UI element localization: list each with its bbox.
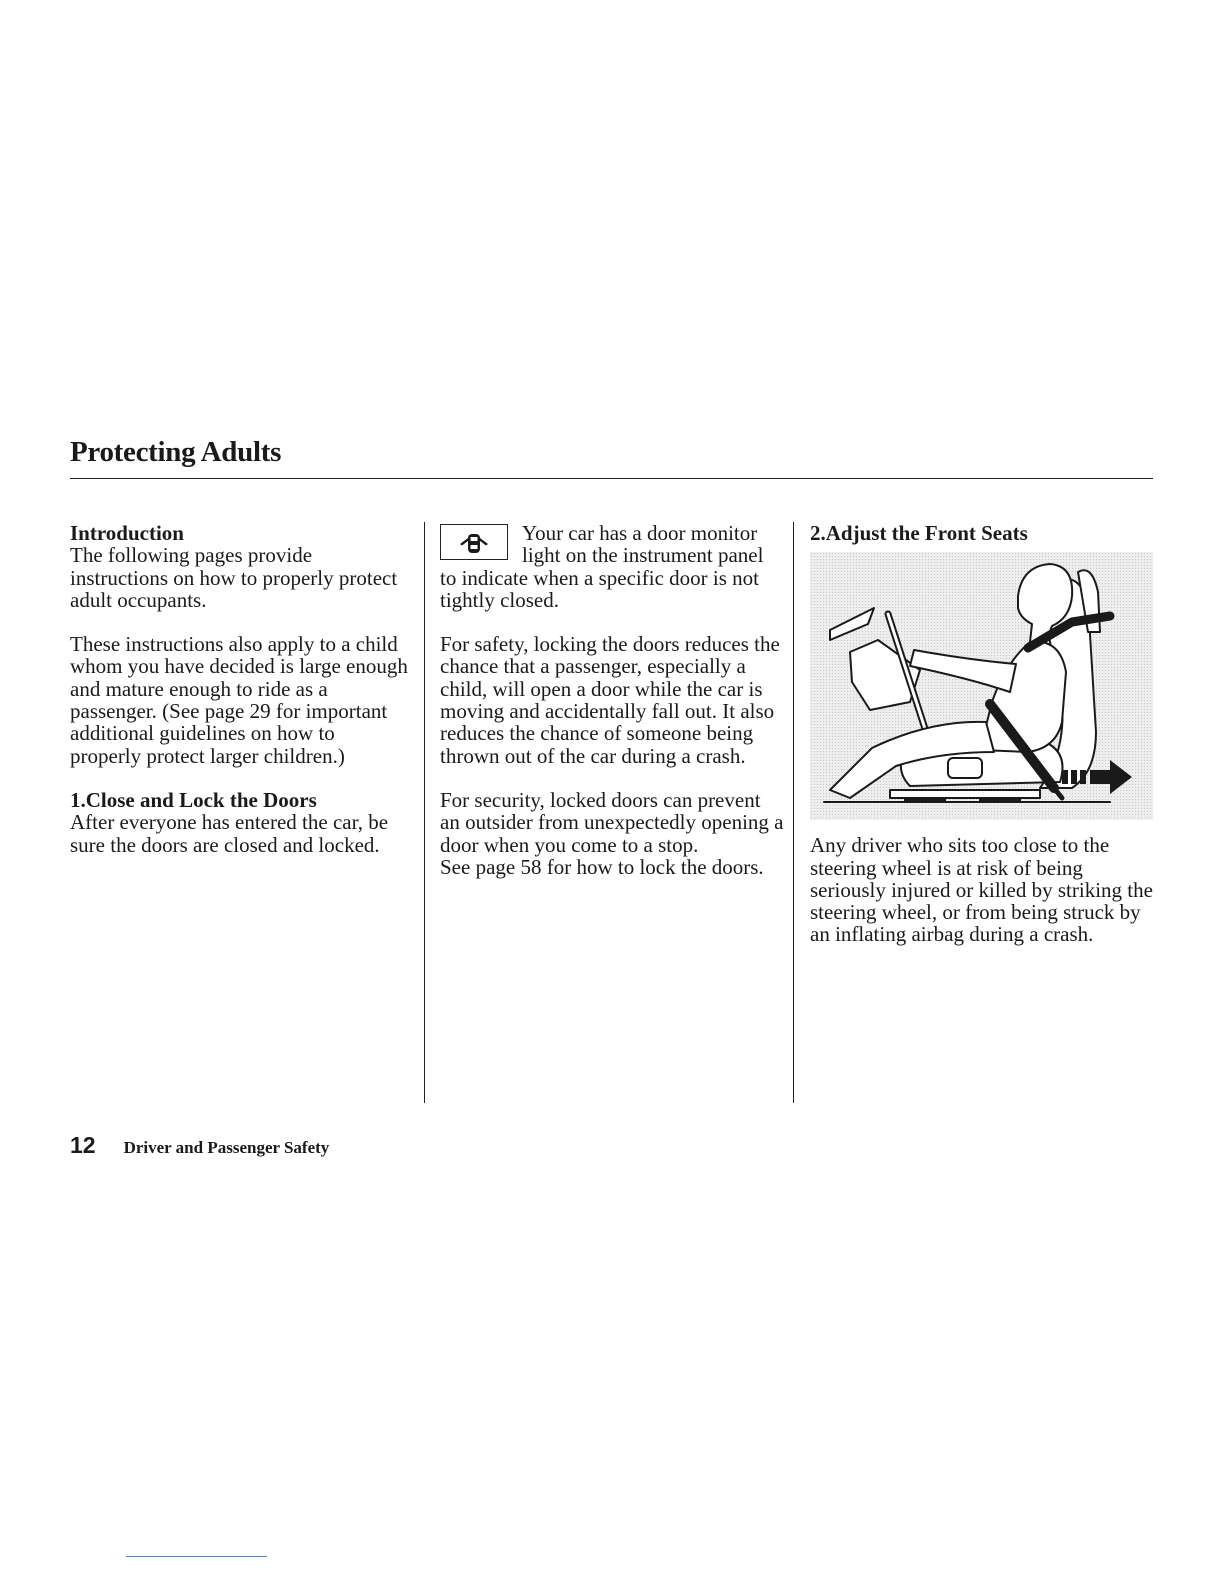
section-name: Driver and Passenger Safety: [123, 1138, 330, 1157]
adjust-front-seats-heading: 2.Adjust the Front Seats: [810, 521, 1028, 545]
column-divider-1: [424, 522, 425, 1103]
bottom-link-underline[interactable]: [126, 1556, 267, 1557]
close-lock-doors-heading: 1.Close and Lock the Doors: [70, 787, 317, 812]
door-open-icon: [454, 527, 494, 557]
page-footer: [70, 1132, 329, 1159]
page-title: Protecting Adults: [70, 436, 282, 468]
introduction-heading: Introduction: [70, 521, 184, 545]
title-rule: [70, 478, 1153, 479]
door-monitor-text: Your car has a door monitor light on the instrument panel to indicate when a specific door is not tightly closed.: [440, 521, 764, 612]
safety-text: For safety, locking the doors reduces the chance that a passenger, especially a child, will open a door while the car is moving and accidentally fall out. It also reduces the chance of someone being thrown out of the car during a crash.: [440, 632, 780, 768]
driver-seat-illustration: [810, 552, 1153, 820]
seat-warning-text: Any driver who sits too close to the steering wheel is at risk of being seriously injured or killed by striking the steering wheel, or from being struck by an inflating airbag during a crash.: [810, 833, 1153, 947]
close-lock-doors-text: After everyone has entered the car, be sure the doors are closed and locked.: [70, 810, 389, 857]
introduction-text: The following pages provide instructions on how to properly protect adult occupants.: [70, 543, 398, 612]
column-3: [810, 522, 1155, 946]
security-text: For security, locked doors can prevent an outsider from unexpectedly opening a door when you come to a stop.: [440, 787, 784, 857]
page-number: 12: [70, 1132, 96, 1158]
column-1: [70, 522, 410, 856]
door-monitor-indicator: [440, 524, 508, 560]
column-2: [440, 522, 785, 878]
column-divider-2: [793, 522, 794, 1103]
see-page-text: See page 58 for how to lock the doors.: [440, 854, 764, 879]
apply-text: These instructions also apply to a child whom you have decided is large enough and mature enough to ride as a passenger. (See page 29 for important additional guidelines on how to properly protect larger children.): [70, 632, 408, 768]
